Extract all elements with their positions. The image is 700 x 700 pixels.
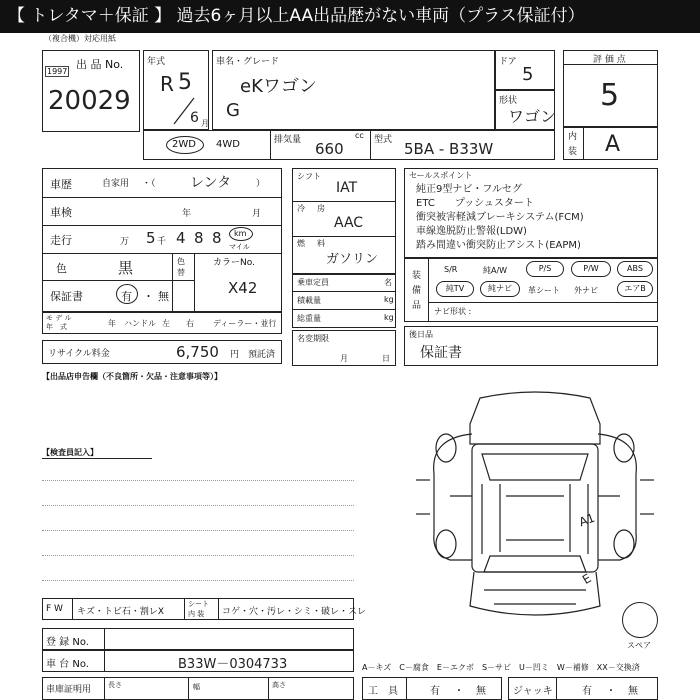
warranty-label: 保証書 bbox=[50, 290, 83, 303]
mileage-label: 走行 bbox=[50, 234, 72, 247]
sales-point-line: 衝突被害軽減ブレーキシステム(FCM) bbox=[416, 212, 584, 223]
model-label: 型式 bbox=[374, 135, 393, 145]
registration-label: 登 録 No. bbox=[46, 637, 89, 648]
garage-cert-height: 高さ bbox=[272, 681, 286, 689]
model-year-dealer: ディーラー・並行 bbox=[213, 319, 277, 328]
equip-tv: 純TV bbox=[436, 281, 474, 297]
color-change-2: 替 bbox=[177, 268, 185, 277]
sales-point-line: 車線逸脱防止警報(LDW) bbox=[416, 226, 527, 237]
year-value: 5 bbox=[178, 70, 192, 95]
inspection-year: 年 bbox=[182, 209, 192, 219]
sales-points-label: セールスポイント bbox=[409, 171, 473, 180]
tools-sep: ・ bbox=[454, 686, 464, 697]
garage-cert-width: 幅 bbox=[193, 683, 200, 691]
model-year-year: 年 bbox=[108, 319, 116, 328]
equipment-label-1: 装 bbox=[412, 271, 422, 281]
seat-items: コゲ・穴・汚レ・シミ・破レ・スレ bbox=[222, 607, 367, 617]
load-label: 積載量 bbox=[297, 296, 321, 305]
tools-no: 無 bbox=[476, 686, 486, 697]
weight-label: 総重量 bbox=[297, 314, 321, 323]
equip-ext-navi: 外ナビ bbox=[574, 286, 598, 295]
color-code: X42 bbox=[228, 279, 258, 297]
doors-value: 5 bbox=[522, 64, 534, 85]
color-change-1: 色 bbox=[177, 257, 185, 266]
seat-label-2: 内 装 bbox=[188, 610, 205, 618]
shift-label: シフト bbox=[297, 172, 321, 181]
color-value: 黒 bbox=[118, 259, 134, 277]
year-month: 6 bbox=[190, 110, 199, 126]
equip-leather: 革シート bbox=[528, 286, 560, 295]
mileage-digit-1: 5 bbox=[146, 229, 156, 247]
load-unit: kg bbox=[384, 295, 394, 304]
damage-legend: A－キズ C－腐食 E－エクボ S－サビ U－凹ミ W－補修 XX－交換済 bbox=[362, 663, 640, 672]
inspector-label: 【検査員記入】 bbox=[42, 448, 98, 457]
mileage-digit-2: 4 bbox=[176, 229, 186, 247]
recycle-label: リサイクル料金 bbox=[48, 349, 110, 359]
history-label: 車歴 bbox=[50, 178, 72, 191]
remarks-label: 後日品 bbox=[409, 330, 433, 339]
fw-items: キズ・トビ石・割レX bbox=[77, 607, 164, 617]
ac-label-1: 冷 bbox=[297, 204, 305, 213]
displacement-value: 660 bbox=[315, 140, 344, 158]
chassis-value: B33W－0304733 bbox=[178, 657, 288, 672]
seller-notes-label: 【出品店申告欄（不良箇所・欠品・注意事項等）】 bbox=[42, 372, 222, 381]
color-label: 色 bbox=[56, 262, 67, 275]
model-value: 5BA - B33W bbox=[404, 140, 494, 158]
equip-abs: ABS bbox=[617, 261, 653, 277]
mileage-digit-3: 8 bbox=[194, 229, 204, 247]
equip-power-window: P/W bbox=[571, 261, 611, 277]
shift-value: IAT bbox=[336, 180, 358, 196]
capacity-unit: 名 bbox=[384, 278, 392, 287]
weight-unit: kg bbox=[384, 313, 394, 322]
mileage-digit-4: 8 bbox=[212, 229, 222, 247]
page-banner: 【 トレタマ＋保証 】 過去6ヶ月以上AA出品歴がない車両（プラス保証付） bbox=[0, 0, 700, 33]
lot-label: 出 品 No. bbox=[76, 58, 124, 71]
model-year-label-2: 年 式 bbox=[46, 323, 67, 331]
interior-label-2: 装 bbox=[568, 147, 578, 157]
color-code-label: カラーNo. bbox=[213, 258, 255, 268]
mileage-unit-km: km bbox=[234, 229, 247, 238]
fuel-label-2: 料 bbox=[317, 239, 325, 248]
history-opt1: 自家用 bbox=[102, 179, 130, 189]
history-value: レンタ bbox=[190, 175, 232, 191]
form-note: （複合機）対応用紙 bbox=[44, 34, 116, 43]
garage-cert-label: 車庫証明用 bbox=[46, 685, 92, 695]
damage-mark-a1: A1 bbox=[577, 510, 597, 530]
recycle-value: 6,750 bbox=[176, 343, 219, 361]
inspection-label: 車検 bbox=[50, 206, 72, 219]
shape-label: 形状 bbox=[499, 96, 518, 106]
car-label: 車名・グレード bbox=[216, 57, 280, 67]
equip-power-steering: P/S bbox=[526, 261, 564, 277]
sales-point-line: ETC プッシュスタート bbox=[416, 198, 534, 209]
equipment-label-2: 備 bbox=[412, 286, 422, 296]
garage-cert-length: 長さ bbox=[108, 681, 122, 689]
jack-sep: ・ bbox=[606, 686, 616, 697]
sales-point-line: 純正9型ナビ・フルセグ bbox=[416, 184, 522, 195]
year-era: R bbox=[160, 72, 174, 96]
damage-mark-e: E bbox=[580, 571, 594, 587]
name-change-label: 名変期限 bbox=[297, 334, 329, 343]
year-month-unit: 月 bbox=[201, 119, 209, 128]
year-label: 年式 bbox=[147, 57, 166, 67]
fw-label: F W bbox=[46, 604, 63, 614]
model-year-right: 右 bbox=[186, 319, 194, 328]
inspection-month: 月 bbox=[252, 209, 262, 219]
score-label: 評 価 点 bbox=[593, 55, 626, 65]
lot-stamp: 1997 bbox=[47, 67, 68, 76]
lot-number: 20029 bbox=[48, 86, 131, 116]
tools-yes: 有 bbox=[430, 686, 440, 697]
remarks-value: 保証書 bbox=[420, 345, 462, 361]
seat-label-1: シート bbox=[188, 600, 209, 608]
equip-navi: 純ナビ bbox=[480, 281, 520, 297]
jack-label: ジャッキ bbox=[513, 686, 553, 697]
interior-value: A bbox=[605, 132, 621, 157]
chassis-label: 車 台 No. bbox=[46, 659, 89, 670]
displacement-label: 排気量 bbox=[274, 135, 302, 145]
warranty-no: 無 bbox=[158, 290, 169, 303]
mileage-unit-sen: 千 bbox=[157, 237, 167, 247]
equipment-label-3: 品 bbox=[412, 301, 422, 311]
name-change-day: 日 bbox=[382, 354, 390, 363]
jack-yes: 有 bbox=[582, 686, 592, 697]
recycle-deposit: 預託済 bbox=[248, 350, 276, 360]
recycle-unit: 円 bbox=[230, 350, 240, 360]
fuel-label-1: 燃 bbox=[297, 239, 305, 248]
history-mid: ・（ bbox=[142, 179, 156, 189]
model-year-left: 左 bbox=[162, 319, 170, 328]
ac-value: AAC bbox=[334, 215, 364, 231]
model-year-handle: ハンドル bbox=[124, 319, 156, 328]
equip-airbag: エアB bbox=[617, 281, 653, 297]
ac-label-2: 房 bbox=[317, 204, 325, 213]
score-value: 5 bbox=[600, 78, 620, 113]
fuel-value: ガソリン bbox=[326, 252, 379, 267]
equip-navi-type: ナビ形状 : bbox=[434, 307, 472, 316]
sales-point-line: 踏み間違い衝突防止アシスト(EAPM) bbox=[416, 240, 581, 251]
warranty-sep: ・ bbox=[143, 290, 154, 303]
spare-tire-icon bbox=[622, 602, 658, 638]
jack-no: 無 bbox=[628, 686, 638, 697]
mileage-unit-mile: マイル bbox=[229, 243, 250, 251]
displacement-unit: cc bbox=[355, 131, 364, 140]
doors-label: ドア bbox=[499, 57, 517, 67]
history-close: ） bbox=[256, 179, 266, 189]
car-name: eKワゴン bbox=[240, 76, 317, 97]
model-year-label-1: モ デ ル bbox=[46, 314, 72, 322]
shape-value: ワゴン bbox=[508, 107, 557, 126]
mileage-unit-man: 万 bbox=[120, 237, 130, 247]
interior-label-1: 内 bbox=[568, 132, 578, 142]
capacity-label: 乗車定員 bbox=[297, 278, 329, 287]
car-diagram bbox=[410, 384, 660, 634]
warranty-yes: 有 bbox=[121, 290, 132, 303]
drive-opt1: 2WD bbox=[172, 139, 196, 150]
car-grade: G bbox=[226, 100, 240, 121]
drive-opt2: 4WD bbox=[216, 139, 240, 150]
equip-alloy-wheel: 純A/W bbox=[483, 266, 508, 275]
name-change-month: 月 bbox=[340, 354, 348, 363]
spare-label: スペア bbox=[627, 641, 651, 650]
tools-label: 工 具 bbox=[368, 686, 398, 697]
equip-sr: S/R bbox=[444, 265, 458, 274]
